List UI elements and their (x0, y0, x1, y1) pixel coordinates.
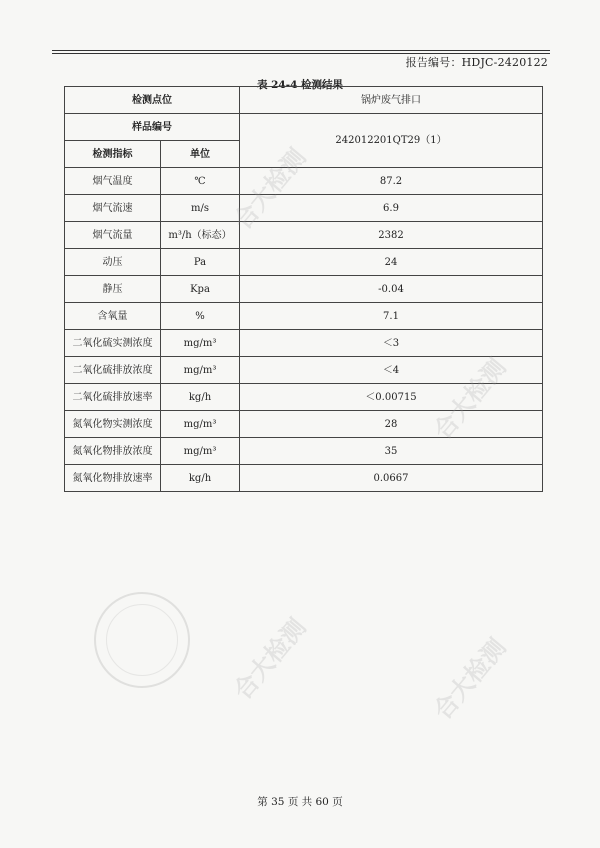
table-title: 表 24-4 检测结果 (256, 79, 344, 91)
unit-cell: kg/h (161, 465, 240, 492)
table-row (65, 195, 543, 222)
report-number: 报告编号：HDJC-2420122 (405, 56, 548, 69)
indicator-cell: 氮氧化物排放浓度 (65, 438, 161, 465)
indicator-cell: 氮氧化物实测浓度 (65, 411, 161, 438)
unit-cell: mg/m³ (161, 411, 240, 438)
unit-cell: m/s (161, 195, 240, 222)
indicator-cell: 动压 (65, 249, 161, 276)
watermark: 合大检测 (227, 142, 312, 235)
page-footer: 第 35 页 共 60 页 (257, 796, 343, 808)
unit-cell: m³/h（标态） (161, 222, 240, 249)
table-row (65, 330, 543, 357)
indicator-cell: 氮氧化物排放速率 (65, 465, 161, 492)
value-cell: 0.0667 (240, 465, 543, 492)
table-row (65, 249, 543, 276)
value-cell: -0.04 (240, 276, 543, 303)
value-cell: 87.2 (240, 168, 543, 195)
unit-cell: % (161, 303, 240, 330)
unit-cell: mg/m³ (161, 357, 240, 384)
unit-cell: Kpa (161, 276, 240, 303)
unit-cell: Pa (161, 249, 240, 276)
value-cell: 2382 (240, 222, 543, 249)
value-cell: 7.1 (240, 303, 543, 330)
watermark: 合大检测 (427, 632, 512, 725)
unit-header: 单位 (161, 141, 240, 168)
indicator-header: 检测指标 (65, 141, 161, 168)
indicator-cell: 烟气流速 (65, 195, 161, 222)
point-label: 检测点位 (65, 87, 240, 114)
indicator-cell: 烟气温度 (65, 168, 161, 195)
indicator-cell: 含氧量 (65, 303, 161, 330)
table-row (65, 303, 543, 330)
sample-label: 样品编号 (65, 114, 240, 141)
value-cell: ＜0.00715 (240, 384, 543, 411)
value-cell: 6.9 (240, 195, 543, 222)
watermark: 合大检测 (427, 352, 512, 445)
unit-cell: ℃ (161, 168, 240, 195)
indicator-cell: 二氧化硫排放浓度 (65, 357, 161, 384)
header-rule-thick (52, 50, 550, 51)
row-point (65, 87, 543, 114)
row-sample (65, 114, 543, 141)
value-cell: ＜4 (240, 357, 543, 384)
value-cell: 35 (240, 438, 543, 465)
unit-cell: mg/m³ (161, 438, 240, 465)
watermark: 合大检测 (227, 612, 312, 705)
indicator-cell: 二氧化硫实测浓度 (65, 330, 161, 357)
seal-stamp (94, 592, 190, 688)
indicator-cell: 二氧化硫排放速率 (65, 384, 161, 411)
table-row (65, 438, 543, 465)
table-row (65, 276, 543, 303)
table-row (65, 222, 543, 249)
value-cell: ＜3 (240, 330, 543, 357)
indicator-cell: 静压 (65, 276, 161, 303)
unit-cell: mg/m³ (161, 330, 240, 357)
indicator-cell: 烟气流量 (65, 222, 161, 249)
results-table (64, 86, 543, 492)
sample-value: 242012201QT29（1） (240, 114, 543, 168)
value-cell: 24 (240, 249, 543, 276)
table-row (65, 465, 543, 492)
point-value: 锅炉废气排口 (240, 87, 543, 114)
unit-cell: kg/h (161, 384, 240, 411)
value-cell: 28 (240, 411, 543, 438)
